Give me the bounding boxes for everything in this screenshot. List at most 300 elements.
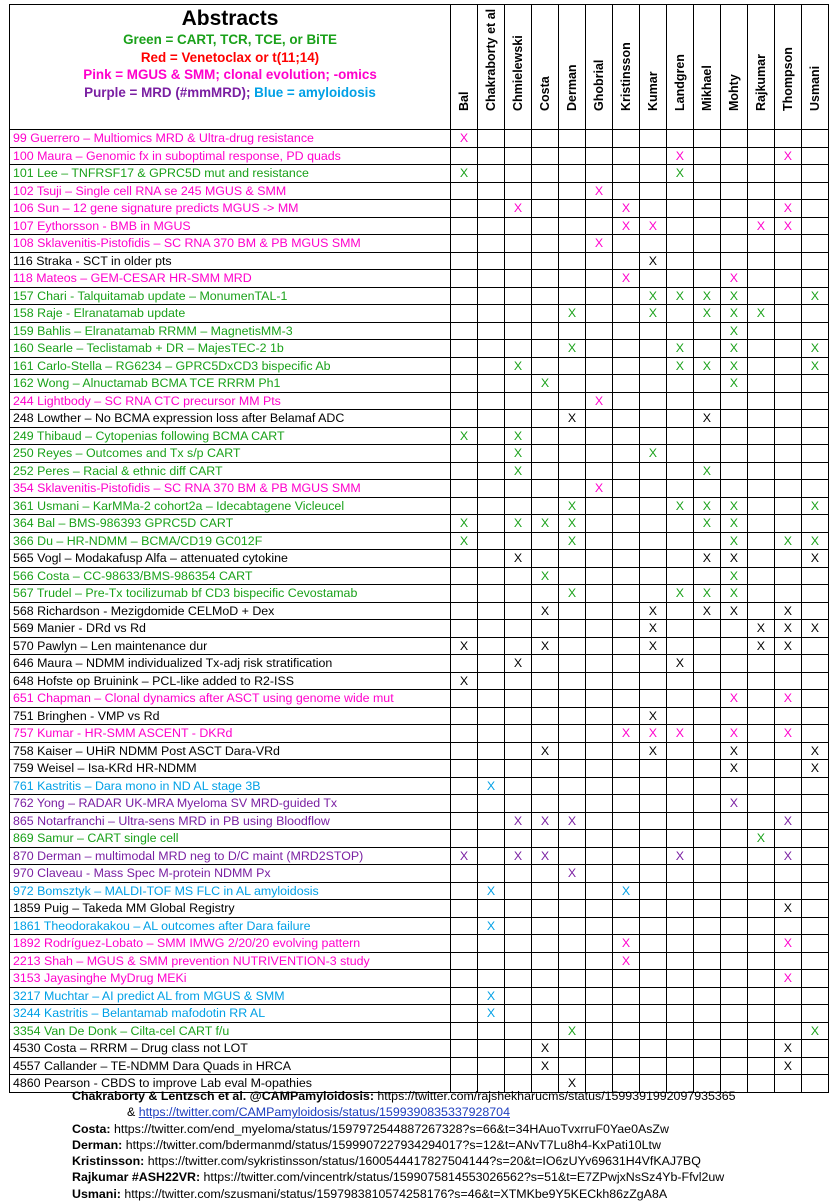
mark-cell (747, 567, 774, 585)
mark-cell (451, 987, 478, 1005)
mark-cell (801, 830, 828, 848)
mark-cell: X (505, 812, 532, 830)
column-header-label: Mohty (726, 74, 741, 111)
mark-cell (505, 235, 532, 253)
mark-cell (747, 340, 774, 358)
table-row (10, 305, 829, 323)
mark-cell (612, 445, 639, 463)
table-row (10, 830, 829, 848)
mark-cell: X (558, 515, 585, 533)
mark-cell (451, 742, 478, 760)
abstract-title: 118 Mateos – GEM-CESAR HR-SMM MRD (10, 270, 451, 288)
mark-cell (505, 725, 532, 743)
mark-cell (585, 445, 612, 463)
mark-cell (747, 200, 774, 218)
mark-cell (693, 742, 720, 760)
mark-cell (666, 182, 693, 200)
page-title: Abstracts (181, 7, 279, 30)
column-header-label: Costa (537, 76, 552, 111)
table-row (10, 322, 829, 340)
mark-cell (720, 410, 747, 428)
mark-cell: X (666, 847, 693, 865)
table-row (10, 620, 829, 638)
mark-cell (532, 882, 559, 900)
mark-cell (801, 130, 828, 148)
mark-cell (478, 952, 505, 970)
mark-cell (612, 147, 639, 165)
mark-cell (505, 130, 532, 148)
mark-cell: X (801, 620, 828, 638)
mark-cell (774, 410, 801, 428)
mark-cell (801, 690, 828, 708)
mark-cell: X (532, 812, 559, 830)
mark-cell (585, 812, 612, 830)
table-row (10, 795, 829, 813)
mark-cell (774, 182, 801, 200)
mark-cell (720, 462, 747, 480)
mark-cell: X (558, 585, 585, 603)
mark-cell (693, 480, 720, 498)
mark-cell (774, 287, 801, 305)
mark-cell: X (639, 725, 666, 743)
mark-cell (801, 480, 828, 498)
mark-cell (639, 655, 666, 673)
mark-cell: X (774, 1040, 801, 1058)
abstract-title: 249 Thibaud – Cytopenias following BCMA CART (10, 427, 451, 445)
mark-cell (666, 637, 693, 655)
mark-cell (505, 532, 532, 550)
mark-cell (639, 882, 666, 900)
mark-cell (585, 620, 612, 638)
mark-cell: X (666, 357, 693, 375)
mark-cell (666, 987, 693, 1005)
mark-cell (612, 1005, 639, 1023)
mark-cell: X (720, 340, 747, 358)
footer-url-text: https://twitter.com/sykristinsson/status/1600544417827504144?s=20&t=IO6zUYv69631H4VfKAJ7BQ (144, 1154, 701, 1169)
mark-cell (612, 690, 639, 708)
mark-cell (505, 1005, 532, 1023)
mark-cell (478, 252, 505, 270)
mark-cell (720, 637, 747, 655)
mark-cell: X (639, 707, 666, 725)
abstract-title: 757 Kumar - HR-SMM ASCENT - DKRd (10, 725, 451, 743)
mark-cell (774, 917, 801, 935)
mark-cell: X (478, 777, 505, 795)
abstract-title: 4860 Pearson - CBDS to improve Lab eval M-opathies (10, 1075, 451, 1093)
mark-cell (720, 777, 747, 795)
mark-cell (639, 760, 666, 778)
mark-cell (585, 847, 612, 865)
mark-cell (505, 410, 532, 428)
mark-cell (639, 340, 666, 358)
mark-cell: X (558, 305, 585, 323)
mark-cell (532, 1005, 559, 1023)
mark-cell (801, 252, 828, 270)
mark-cell (693, 935, 720, 953)
mark-cell (693, 882, 720, 900)
abstract-title: 157 Chari - Talquitamab update – MonumenTAL-1 (10, 287, 451, 305)
mark-cell (666, 252, 693, 270)
mark-cell (774, 1022, 801, 1040)
mark-cell (505, 865, 532, 883)
mark-cell (747, 707, 774, 725)
mark-cell (720, 235, 747, 253)
table-row (10, 357, 829, 375)
table-row (10, 690, 829, 708)
legend-purple-blue (14, 84, 446, 102)
mark-cell: X (693, 550, 720, 568)
mark-cell (558, 1040, 585, 1058)
mark-cell (720, 812, 747, 830)
column-header (505, 5, 532, 130)
mark-cell (747, 497, 774, 515)
mark-cell (585, 655, 612, 673)
mark-cell (451, 182, 478, 200)
mark-cell (666, 742, 693, 760)
mark-cell (478, 970, 505, 988)
mark-cell: X (478, 1005, 505, 1023)
legend-green-text: Green = CART, TCR, TCE, or BiTE (123, 32, 337, 47)
column-header (774, 5, 801, 130)
mark-cell (747, 935, 774, 953)
mark-cell: X (639, 742, 666, 760)
mark-cell (639, 410, 666, 428)
mark-cell (558, 480, 585, 498)
column-header-label: Kristinsson (618, 42, 633, 111)
mark-cell: X (639, 305, 666, 323)
mark-cell (747, 165, 774, 183)
mark-cell: X (532, 602, 559, 620)
mark-cell (801, 655, 828, 673)
abstract-title: 3244 Kastritis – Belantamab mafodotin RR AL (10, 1005, 451, 1023)
footer-url-text: https://twitter.com/rajshekharucms/status/1599391992097935365 (373, 1089, 736, 1103)
mark-cell (666, 532, 693, 550)
footer-url-text: https://twitter.com/bdermanmd/status/1599907227934294017?s=12&t=ANvT7Lu8h4-KxPati10Ltw (122, 1137, 661, 1152)
mark-cell (532, 795, 559, 813)
mark-cell (478, 322, 505, 340)
mark-cell (585, 165, 612, 183)
abstract-title: 107 Eythorsson - BMB in MGUS (10, 217, 451, 235)
mark-cell: X (666, 585, 693, 603)
mark-cell (774, 480, 801, 498)
table-row (10, 917, 829, 935)
mark-cell (451, 602, 478, 620)
mark-cell (666, 690, 693, 708)
footer-line (72, 1153, 834, 1169)
mark-cell: X (693, 410, 720, 428)
mark-cell (612, 970, 639, 988)
mark-cell (639, 427, 666, 445)
mark-cell (505, 952, 532, 970)
mark-cell (639, 830, 666, 848)
mark-cell (639, 812, 666, 830)
mark-cell (666, 830, 693, 848)
mark-cell (801, 375, 828, 393)
mark-cell (666, 917, 693, 935)
mark-cell (720, 392, 747, 410)
mark-cell: X (747, 620, 774, 638)
mark-cell (774, 270, 801, 288)
mark-cell (639, 270, 666, 288)
mark-cell (505, 287, 532, 305)
footer-label: Derman: (72, 1137, 123, 1152)
mark-cell (532, 707, 559, 725)
mark-cell: X (451, 130, 478, 148)
mark-cell: X (585, 182, 612, 200)
mark-cell (612, 480, 639, 498)
mark-cell (532, 322, 559, 340)
mark-cell (478, 725, 505, 743)
mark-cell (451, 1022, 478, 1040)
mark-cell (612, 742, 639, 760)
mark-cell (666, 970, 693, 988)
mark-cell: X (451, 672, 478, 690)
legend-red (14, 49, 446, 67)
mark-cell (612, 130, 639, 148)
mark-cell: X (693, 357, 720, 375)
mark-cell (505, 1040, 532, 1058)
abstract-title: 3217 Muchtar – AI predict AL from MGUS & SMM (10, 987, 451, 1005)
mark-cell (478, 1022, 505, 1040)
mark-cell (612, 707, 639, 725)
mark-cell (532, 165, 559, 183)
mark-cell (585, 987, 612, 1005)
column-header-label: Chakraborty et al (484, 8, 499, 111)
table-row (10, 462, 829, 480)
mark-cell (532, 655, 559, 673)
table-row (10, 445, 829, 463)
mark-cell (774, 515, 801, 533)
mark-cell (585, 305, 612, 323)
mark-cell (801, 725, 828, 743)
mark-cell (693, 917, 720, 935)
mark-cell (478, 655, 505, 673)
mark-cell: X (505, 427, 532, 445)
mark-cell: X (558, 410, 585, 428)
mark-cell (747, 462, 774, 480)
column-header (639, 5, 666, 130)
mark-cell (451, 270, 478, 288)
mark-cell (801, 777, 828, 795)
mark-cell (612, 987, 639, 1005)
mark-cell (747, 445, 774, 463)
mark-cell: X (720, 760, 747, 778)
mark-cell (585, 725, 612, 743)
mark-cell (747, 952, 774, 970)
mark-cell (558, 550, 585, 568)
column-header (612, 5, 639, 130)
mark-cell (747, 147, 774, 165)
mark-cell (612, 165, 639, 183)
mark-cell (747, 392, 774, 410)
table-row (10, 672, 829, 690)
abstract-title: 2213 Shah – MGUS & SMM prevention NUTRIVENTION-3 study (10, 952, 451, 970)
abstracts-table (9, 4, 829, 1093)
mark-cell (532, 987, 559, 1005)
mark-cell (505, 917, 532, 935)
mark-cell (747, 760, 774, 778)
mark-cell (558, 882, 585, 900)
mark-cell (774, 672, 801, 690)
mark-cell (558, 760, 585, 778)
mark-cell (612, 620, 639, 638)
footer-line (72, 1169, 834, 1185)
mark-cell (505, 777, 532, 795)
mark-cell (774, 130, 801, 148)
mark-cell (451, 1040, 478, 1058)
mark-cell (505, 637, 532, 655)
mark-cell (451, 410, 478, 428)
mark-cell (478, 812, 505, 830)
mark-cell (693, 900, 720, 918)
mark-cell: X (774, 200, 801, 218)
abstract-title: 869 Samur – CART single cell (10, 830, 451, 848)
mark-cell: X (666, 655, 693, 673)
mark-cell (774, 357, 801, 375)
mark-cell (505, 900, 532, 918)
mark-cell (666, 305, 693, 323)
mark-cell (666, 1040, 693, 1058)
mark-cell (666, 1022, 693, 1040)
mark-cell (639, 567, 666, 585)
abstract-title: 3153 Jayasinghe MyDrug MEKi (10, 970, 451, 988)
mark-cell (558, 917, 585, 935)
mark-cell (720, 917, 747, 935)
mark-cell: X (666, 497, 693, 515)
mark-cell (747, 252, 774, 270)
mark-cell (478, 340, 505, 358)
mark-cell: X (720, 690, 747, 708)
mark-cell (720, 147, 747, 165)
mark-cell (639, 147, 666, 165)
footer-url-text: https://twitter.com/vincentrk/status/1599075814553026562?s=51&t=E7ZPwjxNsSz4Yb-Ffvl2uw (200, 1170, 725, 1185)
mark-cell (532, 305, 559, 323)
mark-cell (720, 970, 747, 988)
mark-cell (747, 900, 774, 918)
mark-cell: X (478, 917, 505, 935)
mark-cell (558, 742, 585, 760)
mark-cell (505, 935, 532, 953)
mark-cell (747, 532, 774, 550)
mark-cell (451, 497, 478, 515)
mark-cell (451, 830, 478, 848)
mark-cell (612, 392, 639, 410)
footer-line (72, 1088, 834, 1104)
mark-cell (774, 462, 801, 480)
mark-cell (639, 935, 666, 953)
mark-cell (639, 1057, 666, 1075)
mark-cell (747, 357, 774, 375)
mark-cell: X (693, 515, 720, 533)
mark-cell: X (505, 462, 532, 480)
mark-cell (693, 182, 720, 200)
mark-cell: X (639, 637, 666, 655)
mark-cell (693, 1022, 720, 1040)
mark-cell (801, 165, 828, 183)
mark-cell (774, 445, 801, 463)
footer-line (72, 1137, 834, 1153)
mark-cell (505, 497, 532, 515)
mark-cell (720, 672, 747, 690)
abstract-title: 568 Richardson - Mezigdomide CELMoD + Dex (10, 602, 451, 620)
mark-cell (478, 532, 505, 550)
mark-cell (747, 182, 774, 200)
mark-cell (720, 130, 747, 148)
mark-cell (558, 392, 585, 410)
mark-cell (558, 970, 585, 988)
mark-cell (505, 392, 532, 410)
mark-cell (747, 410, 774, 428)
mark-cell (774, 655, 801, 673)
mark-cell (451, 217, 478, 235)
mark-cell (612, 375, 639, 393)
mark-cell: X (774, 217, 801, 235)
mark-cell (532, 392, 559, 410)
mark-cell (505, 882, 532, 900)
mark-cell: X (801, 340, 828, 358)
mark-cell (558, 217, 585, 235)
mark-cell (801, 410, 828, 428)
mark-cell (558, 1005, 585, 1023)
mark-cell (693, 130, 720, 148)
mark-cell (585, 1005, 612, 1023)
mark-cell (693, 725, 720, 743)
mark-cell (747, 725, 774, 743)
mark-cell: X (747, 637, 774, 655)
mark-cell (478, 130, 505, 148)
mark-cell (666, 462, 693, 480)
mark-cell (774, 760, 801, 778)
mark-cell (558, 252, 585, 270)
mark-cell: X (639, 602, 666, 620)
mark-cell (558, 270, 585, 288)
mark-cell (451, 357, 478, 375)
mark-cell: X (558, 865, 585, 883)
mark-cell (558, 165, 585, 183)
table-row (10, 147, 829, 165)
mark-cell (585, 795, 612, 813)
mark-cell (639, 795, 666, 813)
mark-cell: X (612, 935, 639, 953)
mark-cell (693, 760, 720, 778)
mark-cell (585, 567, 612, 585)
abstract-title: 354 Sklavenitis-Pistofidis – SC RNA 370 BM & PB MGUS SMM (10, 480, 451, 498)
mark-cell: X (478, 987, 505, 1005)
mark-cell (532, 952, 559, 970)
mark-cell (585, 777, 612, 795)
mark-cell (505, 1057, 532, 1075)
mark-cell (558, 182, 585, 200)
mark-cell (720, 252, 747, 270)
column-header (693, 5, 720, 130)
mark-cell (801, 1057, 828, 1075)
column-header-label: Rajkumar (753, 54, 768, 111)
mark-cell (585, 497, 612, 515)
mark-cell (693, 847, 720, 865)
mark-cell (693, 655, 720, 673)
mark-cell (478, 707, 505, 725)
mark-cell (747, 1005, 774, 1023)
footer-link[interactable]: https://twitter.com/CAMPamyloidosis/status/1599390835337928704 (138, 1105, 510, 1120)
mark-cell (558, 567, 585, 585)
mark-cell (774, 742, 801, 760)
abstract-title: 761 Kastritis – Dara mono in ND AL stage 3B (10, 777, 451, 795)
mark-cell: X (585, 235, 612, 253)
footer-links (72, 1088, 834, 1202)
table-row (10, 725, 829, 743)
mark-cell (505, 602, 532, 620)
mark-cell (558, 462, 585, 480)
